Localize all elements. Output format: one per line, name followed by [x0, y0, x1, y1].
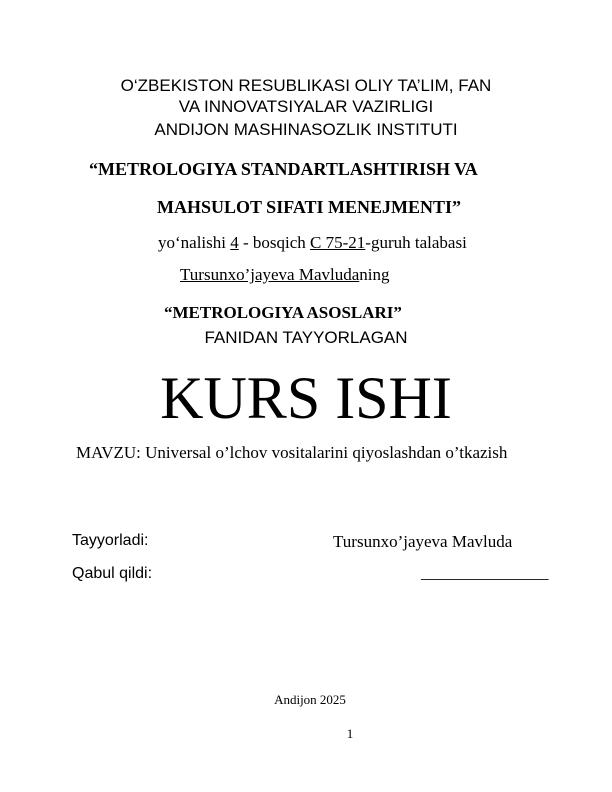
prepared-value: Tursunxo’jayeva Mavluda	[333, 532, 513, 551]
subject-name: “METROLOGIYA ASOSLARI”	[164, 303, 402, 322]
document-title: KURS ISHI	[160, 365, 452, 431]
student-line	[180, 265, 390, 285]
student-suffix: ning	[359, 265, 390, 284]
direction-prefix: yo‘nalishi	[158, 233, 231, 252]
topic: MAVZU: Universal o’lchov vositalarini qiyoslashdan o’tkazish	[76, 443, 508, 462]
course-number: 4	[230, 233, 239, 252]
ministry-line-2: VA INNOVATSIYALAR VAZIRLIGI	[178, 97, 434, 116]
subject-prepared-from: FANIDAN TAYYORLAGAN	[204, 328, 408, 347]
accepted-signature-line: _______________	[421, 563, 549, 582]
direction-line-2: MAHSULOT SIFATI MENEJMENTI”	[157, 197, 462, 217]
direction-details	[158, 233, 467, 253]
institute-name: ANDIJON MASHINASOZLIK INSTITUTI	[154, 120, 458, 139]
ministry-line-1: O‘ZBEKISTON RESUBLIKASI OLIY TA’LIM, FAN	[120, 76, 492, 95]
page-number: 1	[346, 726, 354, 741]
direction-mid: - bosqich	[238, 233, 311, 252]
direction-line-1: “METROLOGIYA STANDARTLASHTIRISH VA	[89, 159, 478, 179]
student-name: Tursunxo’jayeva Mavluda	[180, 265, 360, 284]
prepared-label: Tayyorladi:	[72, 532, 149, 549]
place-year: Andijon 2025	[274, 692, 346, 707]
direction-suffix: -guruh talabasi	[365, 233, 467, 252]
accepted-label: Qabul qildi:	[72, 565, 153, 582]
group-code: C 75-21	[310, 233, 366, 252]
